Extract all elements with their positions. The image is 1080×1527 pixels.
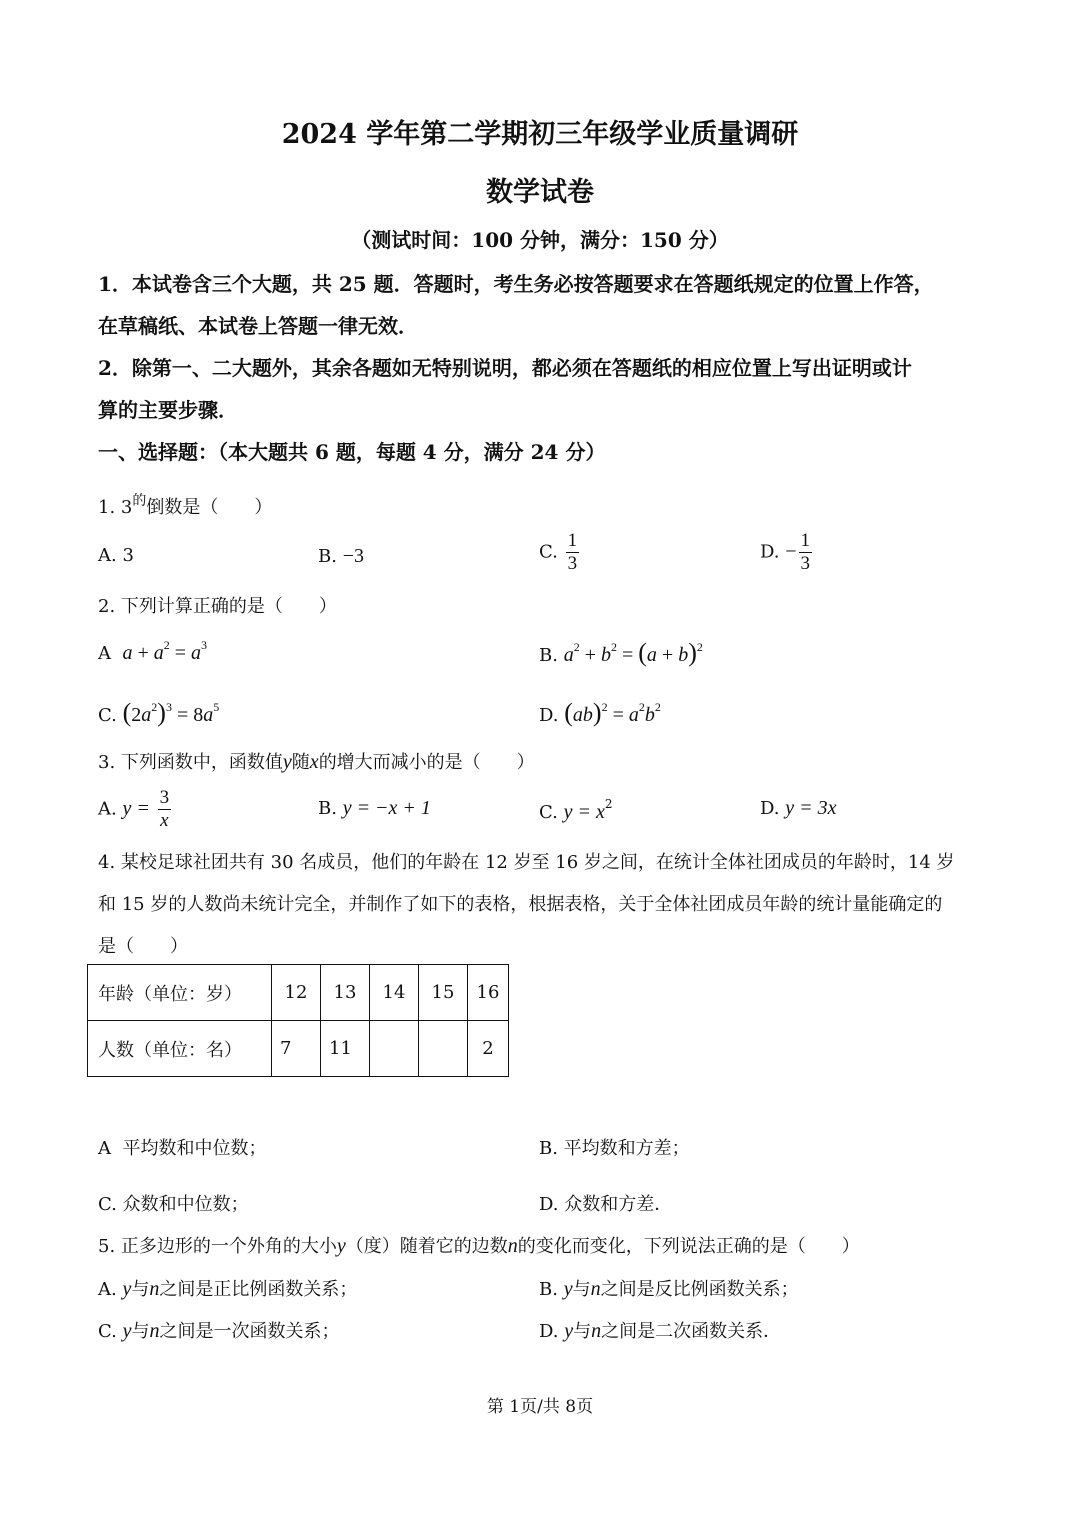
question-1-stem: 1. $3^的$倒数是（ ） [98,493,273,518]
q2-option-a: A $a + a^2 = a^3$ [98,638,208,664]
q1-option-d: D. − $\frac{1}{3}$ [760,530,811,574]
table-cell: 12 [272,965,321,1021]
q3-option-b: B. y = −x + 1 [318,797,431,819]
q4-option-a: A 平均数和中位数； [98,1138,267,1159]
table-cell: 15 [419,965,468,1021]
question-2-stem: 2. 下列计算正确的是（ ） [98,596,337,617]
table-row [88,965,509,1021]
table-cell [370,1021,419,1077]
q3-option-d: D. y = 3x [760,797,837,819]
table-header-count: 人数（单位：名） [88,1021,272,1077]
time-note: （测试时间：100 分钟，满分：150 分） [351,228,729,252]
table-cell: 7 [272,1021,321,1077]
table-cell [419,1021,468,1077]
question-4-line-1: 4. 某校足球社团共有 30 名成员，他们的年龄在 12 岁至 16 岁之间，在统计全体社团成员的年龄时，14 岁 [98,852,955,873]
table-cell: 13 [321,965,370,1021]
instruction-2a: 2．除第一、二大题外，其余各题如无特别说明，都必须在答题纸的相应位置上写出证明或计 [98,356,912,380]
page-footer: 第 1页/共 8页 [486,1397,594,1417]
exam-subtitle: 数学试卷 [486,177,594,208]
fraction-one-third-negative: $\frac{1}{3}$ [800,530,811,574]
q4-option-d: D. 众数和方差． [539,1194,673,1215]
q5-option-c: C. y与n之间是一次函数关系； [98,1320,340,1342]
fraction-3-over-x: $\frac{3}{x}$ [159,787,170,831]
q5-option-a: A. y与n之间是正比例函数关系； [98,1278,358,1300]
q2-option-c: C. $(2a^2)^3 = 8a^5$ [98,698,220,727]
table-cell: 16 [468,965,509,1021]
table-cell: 11 [321,1021,370,1077]
q4-option-c: C. 众数和中位数； [98,1194,249,1215]
table-header-age: 年龄（单位：岁） [88,965,272,1021]
exam-title: 2024 学年第二学期初三年级学业质量调研 [281,119,799,150]
q5-option-d: D. y与n之间是二次函数关系． [539,1320,782,1342]
q1-option-c: C. $\frac{1}{3}$ [539,530,578,574]
age-table [87,964,509,1077]
q5-option-b: B. y与n之间是反比例函数关系； [539,1278,799,1300]
question-5-stem: 5. 正多边形的一个外角的大小y（度）随着它的边数n的变化而变化，下列说法正确的是（ ） [98,1235,860,1257]
instruction-1a: 1．本试卷含三个大题，共 25 题．答题时，考生务必按答题要求在答题纸规定的位置上作答， [98,272,934,296]
table-row [88,1021,509,1077]
instruction-1b: 在草稿纸、本试卷上答题一律无效． [98,314,418,338]
question-3-stem: 3. 下列函数中，函数值y随x的增大而减小的是（ ） [98,751,535,773]
q2-option-d: D. $(ab)^2 = a^2b^2$ [539,698,661,727]
question-4-line-3: 是（ ） [98,936,188,957]
q3-option-a: A. y = $\frac{3}{x}$ [98,787,170,831]
q3-option-c: C. $y = x^2$ [539,797,613,823]
question-4-line-2: 和 15 岁的人数尚未统计完全，并制作了如下的表格，根据表格，关于全体社团成员年龄的统计量能确定的 [98,894,943,915]
q4-option-b: B. 平均数和方差； [539,1138,690,1159]
q1-option-b: B. −3 [318,545,364,567]
section-1-heading: 一、选择题：（本大题共 6 题，每题 4 分，满分 24 分） [98,440,606,464]
table-cell: 2 [468,1021,509,1077]
q1-option-a: A. 3 [98,545,134,566]
table-cell: 14 [370,965,419,1021]
fraction-one-third: $\frac{1}{3}$ [567,530,578,574]
q2-option-b: B. $a^2 + b^2 = (a + b)^2$ [539,638,703,667]
instruction-2b: 算的主要步骤． [98,398,238,422]
